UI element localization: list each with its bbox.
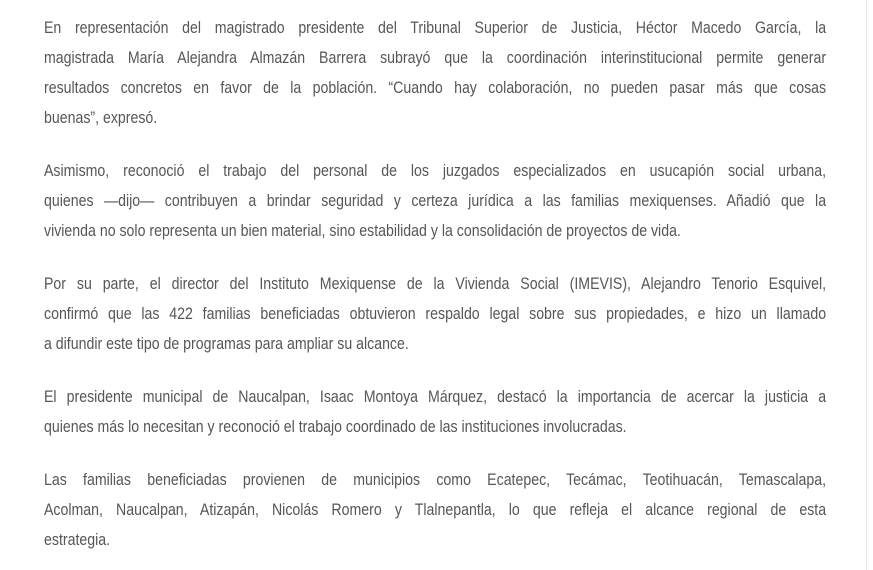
text-line: Por su parte, el director del Instituto Mexiquense de la Vivienda Social (IMEVIS), Alejandro Tenorio Esquivel, bbox=[44, 274, 827, 293]
text-line: Las familias beneficiadas provienen de municipios como Ecatepec, Tecámac, Teotihuacán, Temascalapa, bbox=[44, 470, 827, 489]
text-line: El presidente municipal de Naucalpan, Isaac Montoya Márquez, destacó la importancia de acercar la justicia a bbox=[44, 387, 827, 406]
text-line: magistrada María Alejandra Almazán Barrera subrayó que la coordinación interinstitucional permite generar bbox=[44, 48, 827, 67]
paragraph bbox=[44, 156, 826, 246]
text-line: Acolman, Naucalpan, Atizapán, Nicolás Romero y Tlalnepantla, lo que refleja el alcance regional de esta bbox=[44, 500, 827, 519]
text-line: quienes —dijo— contribuyen a brindar seguridad y certeza jurídica a las familias mexiquenses. Añadió que la bbox=[44, 191, 827, 210]
paragraph bbox=[44, 269, 826, 359]
text-line: confirmó que las 422 familias beneficiadas obtuvieron respaldo legal sobre sus propiedades, e hizo un llamado bbox=[44, 304, 827, 323]
paragraph bbox=[44, 382, 826, 442]
text-line: buenas”, expresó. bbox=[44, 108, 158, 127]
article-body bbox=[44, 13, 826, 570]
text-line: a difundir este tipo de programas para ampliar su alcance. bbox=[44, 334, 409, 353]
text-line: estrategia. bbox=[44, 530, 111, 549]
text-line: En representación del magistrado presidente del Tribunal Superior de Justicia, Héctor Macedo García, la bbox=[44, 18, 827, 37]
text-line: vivienda no solo representa un bien material, sino estabilidad y la consolidación de proyectos de vida. bbox=[44, 221, 681, 240]
paragraph bbox=[44, 465, 826, 555]
paragraph bbox=[44, 13, 826, 133]
text-line: quienes más lo necesitan y reconoció el trabajo coordinado de las instituciones involucradas. bbox=[44, 417, 627, 436]
text-line: Asimismo, reconoció el trabajo del personal de los juzgados especializados en usucapión social urbana, bbox=[44, 161, 827, 180]
text-line: resultados concretos en favor de la población. “Cuando hay colaboración, no pueden pasar más que cosas bbox=[44, 78, 827, 97]
content-right-border bbox=[866, 0, 867, 570]
